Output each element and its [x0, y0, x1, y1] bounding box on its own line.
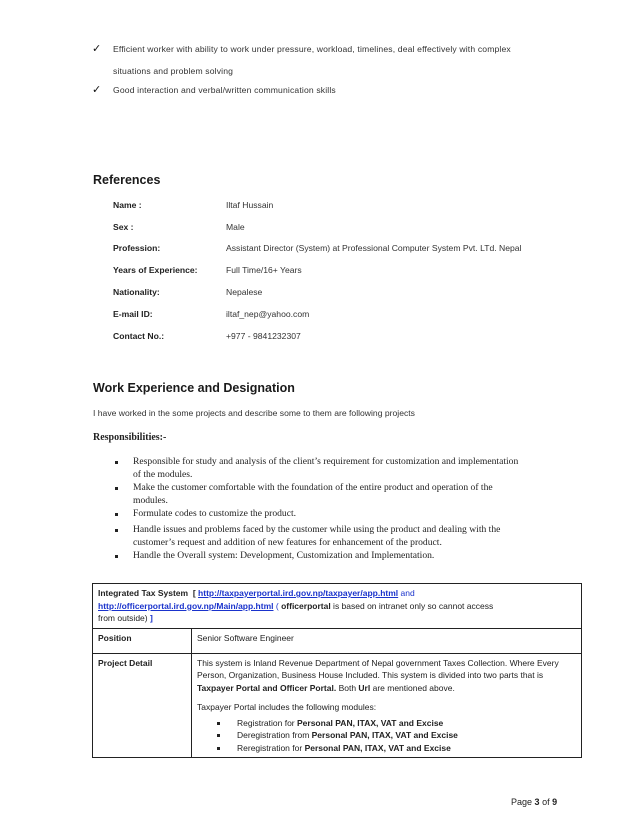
module-item: Registration for Personal PAN, ITAX, VAT and Excise [197, 717, 576, 730]
paren-open: ( [275, 600, 279, 611]
detail-cell [192, 653, 582, 758]
module-item: Reregistration for Personal PAN, ITAX, VAT and Excise [197, 742, 576, 755]
references-heading: References [93, 173, 161, 187]
modules-intro: Taxpayer Portal includes the following modules: [197, 702, 377, 712]
bullet-square-icon [217, 734, 220, 737]
project-title: Integrated Tax System [98, 588, 189, 598]
responsibility-item: Make the customer comfortable with the foundation of the entire product and operation of the modules. [133, 482, 493, 506]
ref-label-nationality: Nationality: [113, 287, 160, 297]
taxpayer-portal-link[interactable]: http://taxpayerportal.ird.gov.np/taxpayer/app.html [198, 588, 399, 598]
ref-label-experience: Years of Experience: [113, 265, 198, 275]
ref-label-contact: Contact No.: [113, 331, 165, 341]
from-outside: from outside) [98, 613, 148, 623]
ref-value-contact: +977 - 9841232307 [226, 331, 301, 341]
responsibility-item: Responsible for study and analysis of the client’s requirement for customization and implementation of the modules. [133, 456, 519, 480]
project-title-cell [93, 584, 582, 629]
page-footer: Page 3 of 9 [511, 797, 558, 807]
bullet-text-line: situations and problem solving [113, 66, 234, 76]
project-table [92, 583, 582, 758]
position-value: Senior Software Engineer [192, 628, 582, 653]
ref-label-profession: Profession: [113, 243, 161, 253]
page-number: 3 [534, 797, 540, 807]
bullet-square-icon [115, 555, 118, 558]
responsibilities-label: Responsibilities:- [93, 432, 167, 443]
ref-value-profession: Assistant Director (System) at Professional Computer System Pvt. LTd. Nepal [226, 243, 522, 253]
ref-value-name: Iltaf Hussain [226, 200, 274, 210]
and-text: and [400, 588, 415, 598]
officer-rest: is based on intranet only so cannot access [330, 600, 494, 611]
page-total: 9 [552, 797, 558, 807]
position-row [93, 628, 582, 653]
ref-value-email: iltaf_nep@yahoo.com [226, 309, 310, 319]
bullet-square-icon [115, 529, 118, 532]
position-label: Position [93, 628, 192, 653]
project-title-row [93, 584, 582, 629]
check-icon: ✓ [92, 84, 102, 96]
check-icon: ✓ [92, 43, 102, 55]
ref-label-sex: Sex : [113, 222, 134, 232]
bullet-square-icon [115, 461, 118, 464]
detail-row [93, 653, 582, 758]
bullet-text-line: Good interaction and verbal/written communication skills [113, 85, 336, 95]
responsibility-item: Handle issues and problems faced by the customer while using the product and dealing with the customer’s request and addition of new features for enhancement of the product. [133, 524, 501, 548]
bullet-square-icon [115, 487, 118, 490]
ref-label-email: E-mail ID: [113, 309, 153, 319]
work-heading: Work Experience and Designation [93, 381, 295, 395]
ref-value-experience: Full Time/16+ Years [226, 265, 302, 275]
bullet-text-line: Efficient worker with ability to work under pressure, workload, timelines, deal effectively with complex [113, 44, 511, 54]
ref-value-nationality: Nepalese [226, 287, 263, 297]
ref-value-sex: Male [226, 222, 245, 232]
officer-portal-link[interactable]: http://officerportal.ird.gov.np/Main/app.html [98, 600, 274, 611]
responsibility-item: Handle the Overall system: Development, Customization and Implementation. [133, 550, 435, 561]
detail-paragraph: This system is Inland Revenue Department of Nepal government Taxes Collection. Where Every Person, Organization, Business House Included. This system is divided into two parts that is Taxpayer Portal and Officer Portal. Both Url are mentioned above. [197, 657, 559, 693]
modules-list [197, 717, 576, 755]
detail-label: Project Detail [93, 653, 192, 758]
bullet-square-icon [115, 513, 118, 516]
module-item: Deregistration from Personal PAN, ITAX, VAT and Excise [197, 729, 576, 742]
bullet-square-icon [217, 722, 220, 725]
close-bracket: ] [149, 613, 153, 623]
officerportal-word: officerportal [281, 600, 331, 611]
bullet-square-icon [217, 747, 220, 750]
open-bracket: [ [192, 588, 196, 598]
responsibility-item: Formulate codes to customize the product. [133, 508, 297, 519]
ref-label-name: Name : [113, 200, 142, 210]
work-intro: I have worked in the some projects and describe some to them are following projects [93, 408, 415, 418]
